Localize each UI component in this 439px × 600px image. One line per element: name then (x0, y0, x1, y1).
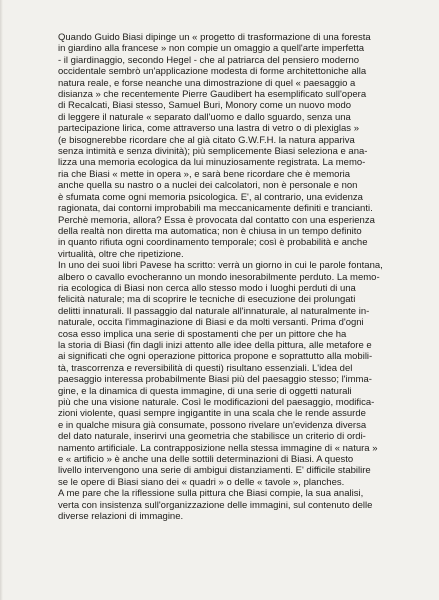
paragraph-1: Quando Guido Biasi dipinge un « progetto di trasformazione di una foresta in giardino alla francese » non compie un omaggio a quell'arte imperfetta - il giardinaggio, secondo Hegel - che al patriarca del pensiero moderno occidentale sembrò un'applicazione modesta di forme architettoniche alla natura reale, e forse neanche una dimostrazione di quel « paesaggio a disianza » che recentemente Pierre Gaudibert ha esemplificato sull'opera di Recalcati, Biasi stesso, Samuel Buri, Monory come un nuovo modo di leggere il naturale « separato dall'uomo e dallo sguardo, senza una partecipazione lirica, come attraverso una lastra di vetro o di plexiglas » (e bisognerebbe ricordare che al già citato G.W.F.H. la natura appariva senza intimità e senza divinità); più semplicemente Biasi seleziona e ana- lizza una memoria ecologica da lui minuziosamente registrata. La memo- ria che Biasi « mette in opera », e sarà bene ricordare che è memoria anche quella su nastro o a nuclei dei calcolatori, non è personale e non è sfumata come ogni memoria psicologica. E', al contrario, una evidenza ragionata, dai contorni improbabili ma meccanicamente definiti e trancianti. Perchè memoria, allora? Essa è provocata dal contatto con una esperienza della realtà non diretta ma automatica; non è chiusa in un tempo definito in quanto rifiuta ogni coordinamento temporale; così è probabilità e anche virtualità, oltre che ripetizione. (58, 32, 375, 260)
body-text (58, 32, 384, 522)
paragraph-2: In uno dei suoi libri Pavese ha scritto: verrà un giorno in cui le parole fontana, albero o cavallo evocheranno un mondo inesorabilmente perduto. La memo- ria ecologica di Biasi non cerca allo stesso modo i luoghi perduti di una felicità naturale; ma di scoprire le tecniche di esecuzione dei prolungati delitti innaturali. Il passaggio dal naturale all'innaturale, al naturalmente in- naturale, occita l'immaginazione di Biasi e da molti versanti. Prima d'ogni cosa esso implica una serie di spostamenti che per un pittore che ha la storia di Biasi (fin dagli inizi attento alle idee della pittura, alle metafore e ai significati che ogni operazione pittorica propone e soprattutto alla mobili- tà, trascorrenza e reversibilità di questi) risultano essenziali. L'idea del paesaggio interessa probabilmente Biasi più del paesaggio stesso; l'imma- gine, e la dinamica di questa immagine, di una serie di oggetti naturali più che una visione naturale. Così le modificazioni del paesaggio, modifica- zioni violente, quasi sempre ingigantite in una scala che le rende assurde e in qualche misura già consumate, possono rivelare un'evidenza diversa del dato naturale, inserirvi una geometria che stabilisce un criterio di ordi- namento artificiale. La contrapposizione nella stessa immagine di « natura » e « artificio » è anche una delle sottili determinazioni di Biasi. A questo livello intervengono una serie di ambigui distanziamenti. E' difficile stabilire se le opere di Biasi siano dei « quadri » o delle « tavole », planches. A me pare che la riflessione sulla pittura che Biasi compie, la sua analisi, verta con insistenza sull'organizzazione delle immagini, sul contenuto delle diverse relazioni di immagine. (58, 260, 383, 523)
scan-edge (0, 0, 3, 600)
